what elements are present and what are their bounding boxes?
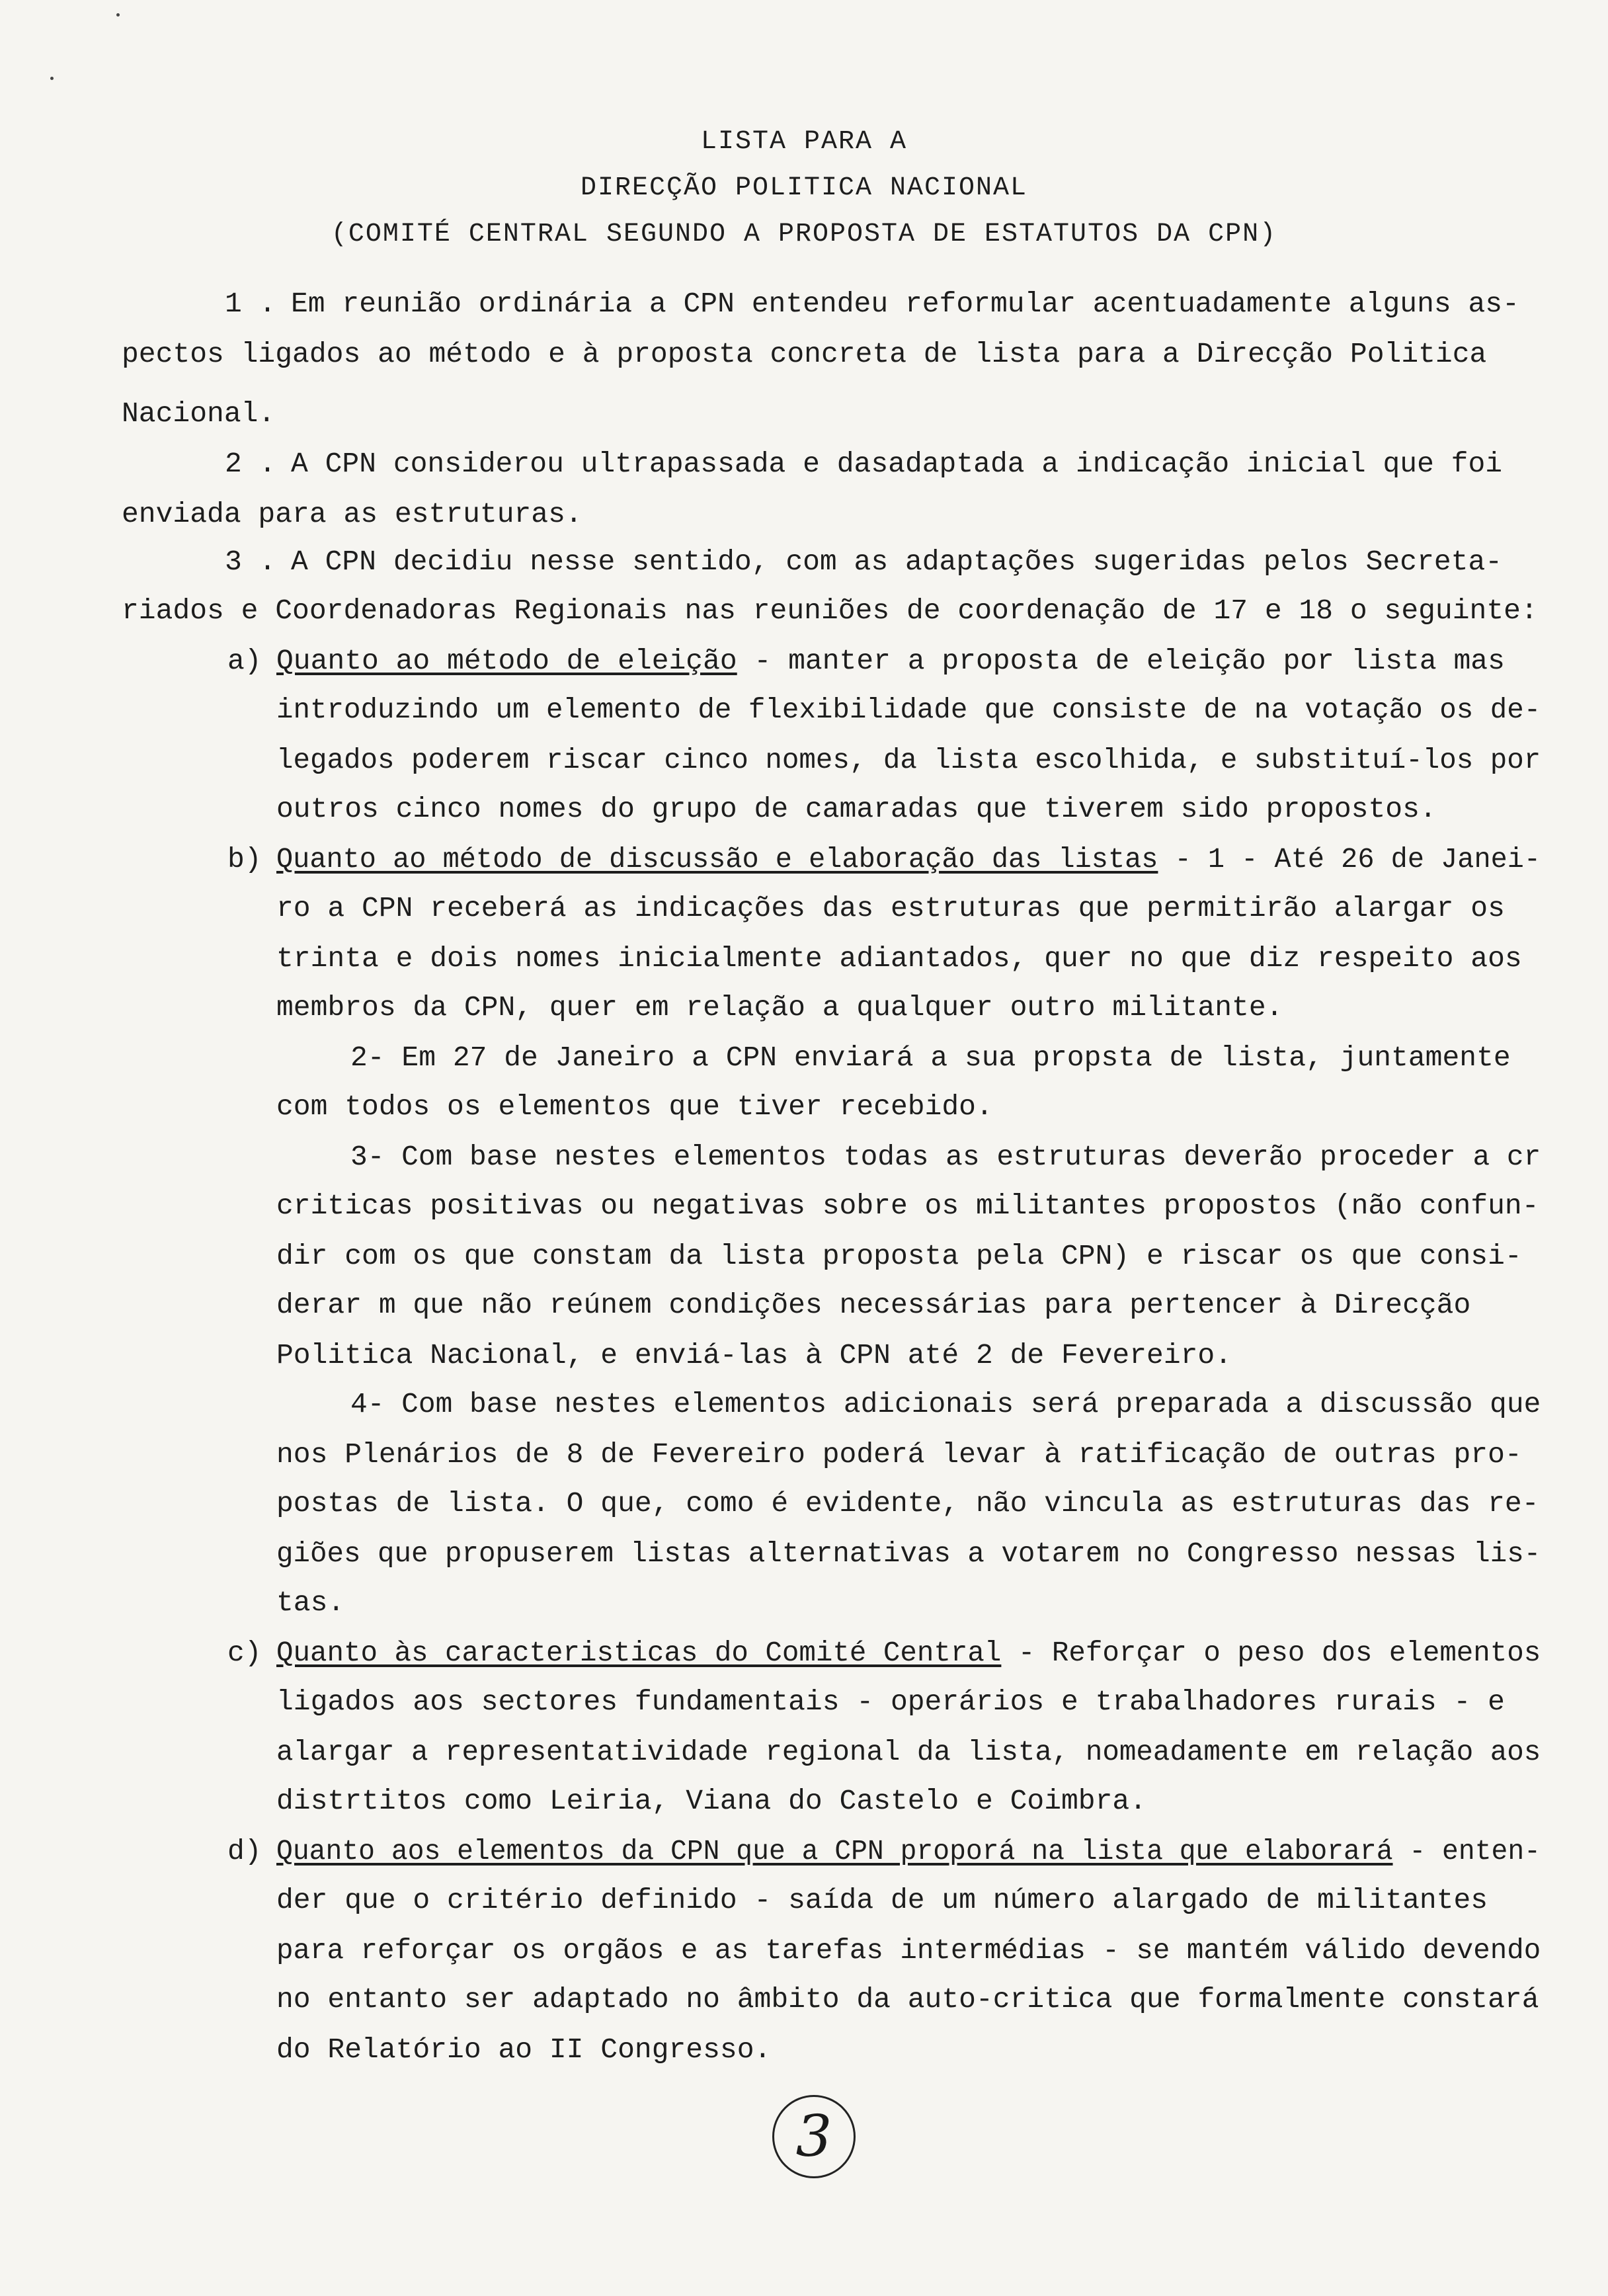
paragraph-1-line-2: pectos ligados ao método e à proposta concreta de lista para a Direcção Politica — [122, 338, 1487, 370]
paragraph-2-number: 2 . — [225, 448, 276, 480]
item-c-label: c) — [227, 1637, 262, 1669]
item-b-line-3: trinta e dois nomes inicialmente adiantados, quer no que diz respeito aos — [276, 942, 1522, 975]
paragraph-3-line-2: riados e Coordenadoras Regionais nas reuniões de coordenação de 17 e 18 o seguinte: — [122, 594, 1538, 627]
item-c-line-3: alargar a representatividade regional da lista, nomeadamente em relação aos — [276, 1736, 1541, 1768]
item-d-line-1-rest: - enten- — [1392, 1835, 1541, 1867]
item-b-step-4-line-1: 4- Com base nestes elementos adicionais será preparada a discussão que — [350, 1388, 1541, 1420]
item-b-step-2-line-2: com todos os elementos que tiver recebido. — [276, 1090, 993, 1123]
item-d-line-2: der que o critério definido - saída de um número alargado de militantes — [276, 1884, 1488, 1916]
scan-speck — [50, 77, 54, 80]
item-c-line-1-rest: - Reforçar o peso dos elementos — [1001, 1637, 1541, 1669]
item-a-line-1 — [276, 641, 1505, 681]
item-c-line-2: ligados aos sectores fundamentais - operários e trabalhadores rurais - e — [276, 1686, 1505, 1718]
item-b-step-2-line-1: 2- Em 27 de Janeiro a CPN enviará a sua propsta de lista, juntamente — [350, 1042, 1511, 1074]
item-d-line-4: no entanto ser adaptado no âmbito da auto-critica que formalmente constará — [276, 1983, 1539, 2016]
item-b-step-4-line-2: nos Plenários de 8 de Fevereiro poderá levar à ratificação de outras pro- — [276, 1438, 1522, 1471]
item-d-line-3: para reforçar os orgãos e as tarefas intermédias - se mantém válido devendo — [276, 1934, 1541, 1967]
item-b-line-1-rest: - 1 - Até 26 de Janei- — [1158, 843, 1541, 876]
item-c-line-4: distrtitos como Leiria, Viana do Castelo e Coimbra. — [276, 1785, 1147, 1817]
paragraph-1-number: 1 . — [225, 288, 276, 320]
paragraph-1-line-3: Nacional. — [122, 397, 276, 430]
item-d-line-1 — [276, 1832, 1541, 1871]
item-b-step-4-line-4: giões que propuserem listas alternativas a votarem no Congresso nessas lis- — [276, 1538, 1541, 1570]
item-b-step-3-line-4: derar m que não reúnem condições necessárias para pertencer à Direcção — [276, 1289, 1471, 1321]
item-b-step-4-line-3: postas de lista. O que, como é evidente, não vincula as estruturas das re- — [276, 1487, 1539, 1520]
item-b-line-2: ro a CPN receberá as indicações das estruturas que permitirão alargar os — [276, 892, 1505, 924]
item-d-title: Quanto aos elementos da CPN que a CPN proporá na lista que elaborará — [276, 1835, 1393, 1867]
paragraph-1-line-1: Em reunião ordinária a CPN entendeu reformular acentuadamente alguns as- — [291, 288, 1519, 320]
item-b-line-4: membros da CPN, quer em relação a qualquer outro militante. — [276, 991, 1283, 1024]
scan-speck — [116, 13, 120, 17]
page-number: 3 — [772, 2095, 856, 2178]
item-a-line-3: legados poderem riscar cinco nomes, da lista escolhida, e substituí-los por — [276, 744, 1541, 776]
item-b-step-3-line-5: Politica Nacional, e enviá-las à CPN até 2 de Fevereiro. — [276, 1339, 1232, 1372]
item-c-title: Quanto às caracteristicas do Comité Central — [276, 1637, 1002, 1669]
paragraph-3-line-1: A CPN decidiu nesse sentido, com as adaptações sugeridas pelos Secreta- — [291, 546, 1503, 578]
item-b-line-1 — [276, 840, 1541, 880]
header-line-2: DIRECÇÃO POLITICA NACIONAL — [580, 173, 1028, 203]
item-b-step-4-line-5: tas. — [276, 1586, 345, 1619]
header-line-3: (COMITÉ CENTRAL SEGUNDO A PROPOSTA DE ESTATUTOS DA CPN) — [331, 220, 1277, 249]
item-a-label: a) — [227, 645, 262, 677]
item-b-label: b) — [227, 843, 262, 876]
item-a-title: Quanto ao método de eleição — [276, 645, 737, 677]
item-d-label: d) — [227, 1835, 262, 1867]
item-b-title: Quanto ao método de discussão e elaboração das listas — [276, 843, 1158, 876]
item-c-line-1 — [276, 1633, 1541, 1673]
item-a-line-2: introduzindo um elemento de flexibilidade que consiste de na votação os de- — [276, 694, 1541, 726]
item-d-line-5: do Relatório ao II Congresso. — [276, 2033, 772, 2066]
item-a-line-4: outros cinco nomes do grupo de camaradas que tiverem sido propostos. — [276, 793, 1437, 825]
item-b-step-3-line-3: dir com os que constam da lista proposta pela CPN) e riscar os que consi- — [276, 1240, 1522, 1272]
header-line-1: LISTA PARA A — [700, 127, 908, 157]
paragraph-2-line-1: A CPN considerou ultrapassada e dasadaptada a indicação inicial que foi — [291, 448, 1503, 480]
paragraph-3-number: 3 . — [225, 546, 276, 578]
item-b-step-3-line-2: criticas positivas ou negativas sobre os militantes propostos (não confun- — [276, 1190, 1539, 1222]
item-a-line-1-rest: - manter a proposta de eleição por lista mas — [737, 645, 1505, 677]
item-b-step-3-line-1: 3- Com base nestes elementos todas as estruturas deverão proceder a cr — [350, 1141, 1541, 1173]
paragraph-2-line-2: enviada para as estruturas. — [122, 498, 583, 530]
